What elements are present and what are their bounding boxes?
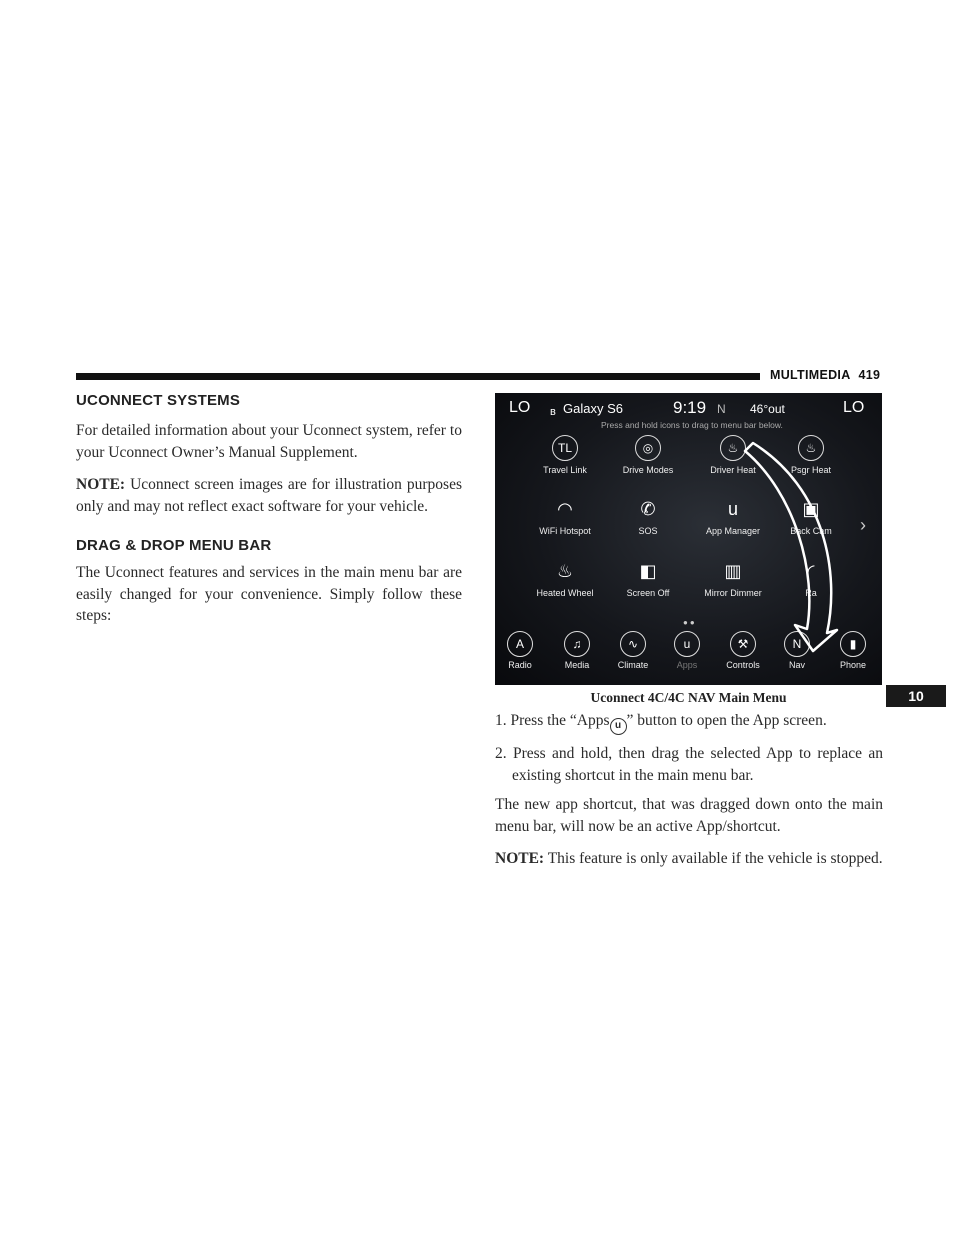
drag-arrow-icon [495,393,882,685]
compass-direction: N [717,402,726,416]
chapter-tab: 10 [886,685,946,707]
step-1: 1. Press the “Apps u ” button to open the App screen. [495,710,883,735]
note-text: Uconnect screen images are for illustration purposes only and may not reflect exact software for your vehicle. [76,476,462,515]
result-paragraph: The new app shortcut, that was dragged down onto the main menu bar, will now be an active App/shortcut. [495,796,883,835]
note-label: NOTE: [76,476,126,493]
mirror-icon: ▥ [724,560,742,581]
app-tile-label: WiFi Hotspot [539,526,591,536]
uconnect-paragraph: For detailed information about your Uconnect system, refer to your Uconnect Owner’s Manual Supplement. [76,422,462,461]
steps-list [495,710,883,786]
heated-wheel-icon: ♨ [556,560,574,581]
device-name: Galaxy S6 [563,401,623,416]
phone-icon: ✆ [640,498,656,519]
chevron-right-icon[interactable]: › [860,515,866,535]
menu-bar-label: Nav [788,660,805,670]
menu-bar-label: Media [564,660,590,670]
app-tile-label: Ra [805,588,817,598]
steering-icon: ◎ [635,435,661,461]
drag-drop-intro [76,562,462,638]
page-dots: ●● [683,618,697,627]
drag-drop-heading: DRAG & DROP MENU BAR [76,537,272,554]
note-paragraph [76,474,462,517]
page-number: 419 [858,368,881,382]
outside-temperature: 46°out [750,402,785,416]
app-tile-label: Heated Wheel [536,588,594,598]
header-rule [76,373,760,380]
uconnect-intro [76,420,462,528]
music-icon: ♫ [564,631,590,657]
climate-icon: ∿ [620,631,646,657]
app-tile-label: Psgr Heat [790,465,832,475]
climate-lo-right: LO [843,399,865,416]
figure-caption: Uconnect 4C/4C NAV Main Menu [590,690,787,705]
compass-icon: N [784,631,810,657]
seat-heat-icon: ♨ [720,435,746,461]
menu-bar-label: Phone [839,660,867,670]
menu-bar-label: Apps [676,660,698,670]
note-text-2: This feature is only available if the vehicle is stopped. [547,850,883,867]
phone-signal-icon: ▮ [840,631,866,657]
apps-icon: u [610,718,627,735]
apps-icon: u [674,631,700,657]
running-header [770,368,880,382]
camera-icon: ▣ [802,498,820,519]
drag-drop-paragraph: The Uconnect features and services in the main menu bar are easily changed for your convenience. Simply follow these steps: [76,564,462,624]
app-tile-label: SOS [638,526,658,536]
note-label-2: NOTE: [495,850,545,867]
drag-hint: Press and hold icons to drag to menu bar below. [601,420,783,430]
radio-icon: A [507,631,533,657]
app-tile-label: Travel Link [543,465,587,475]
wrench-icon: ⚒ [730,631,756,657]
clock-time: 9:19 [673,398,707,417]
climate-lo-left: LO [509,399,531,416]
app-tile-label: Screen Off [626,588,670,598]
seat-heat-icon: ♨ [798,435,824,461]
wifi-icon: ◠ [557,498,573,519]
apps-icon: u [727,498,738,519]
menu-bar-label: Controls [726,660,760,670]
menu-bar-label: Climate [617,660,649,670]
app-tile-label: Mirror Dimmer [704,588,762,598]
menu-bar-label: Radio [508,660,532,670]
app-tile-label: Driver Heat [710,465,756,475]
uconnect-systems-heading: UCONNECT SYSTEMS [76,392,241,409]
app-tile-label: Back Cam [790,526,832,536]
radio-icon: ◜ [807,560,815,581]
app-tile-label: Drive Modes [622,465,674,475]
uconnect-screen-image [495,393,882,685]
bluetooth-icon: ʙ [550,406,556,418]
app-tile-label: App Manager [705,526,761,536]
travel-link-icon: TL [552,435,578,461]
steps-column [495,710,883,881]
screen-off-icon: ◧ [639,560,657,581]
note-paragraph-2 [495,848,883,870]
step-2: 2. Press and hold, then drag the selected App to replace an existing shortcut in the main menu bar. [495,745,884,784]
section-name: MULTIMEDIA [770,368,851,382]
